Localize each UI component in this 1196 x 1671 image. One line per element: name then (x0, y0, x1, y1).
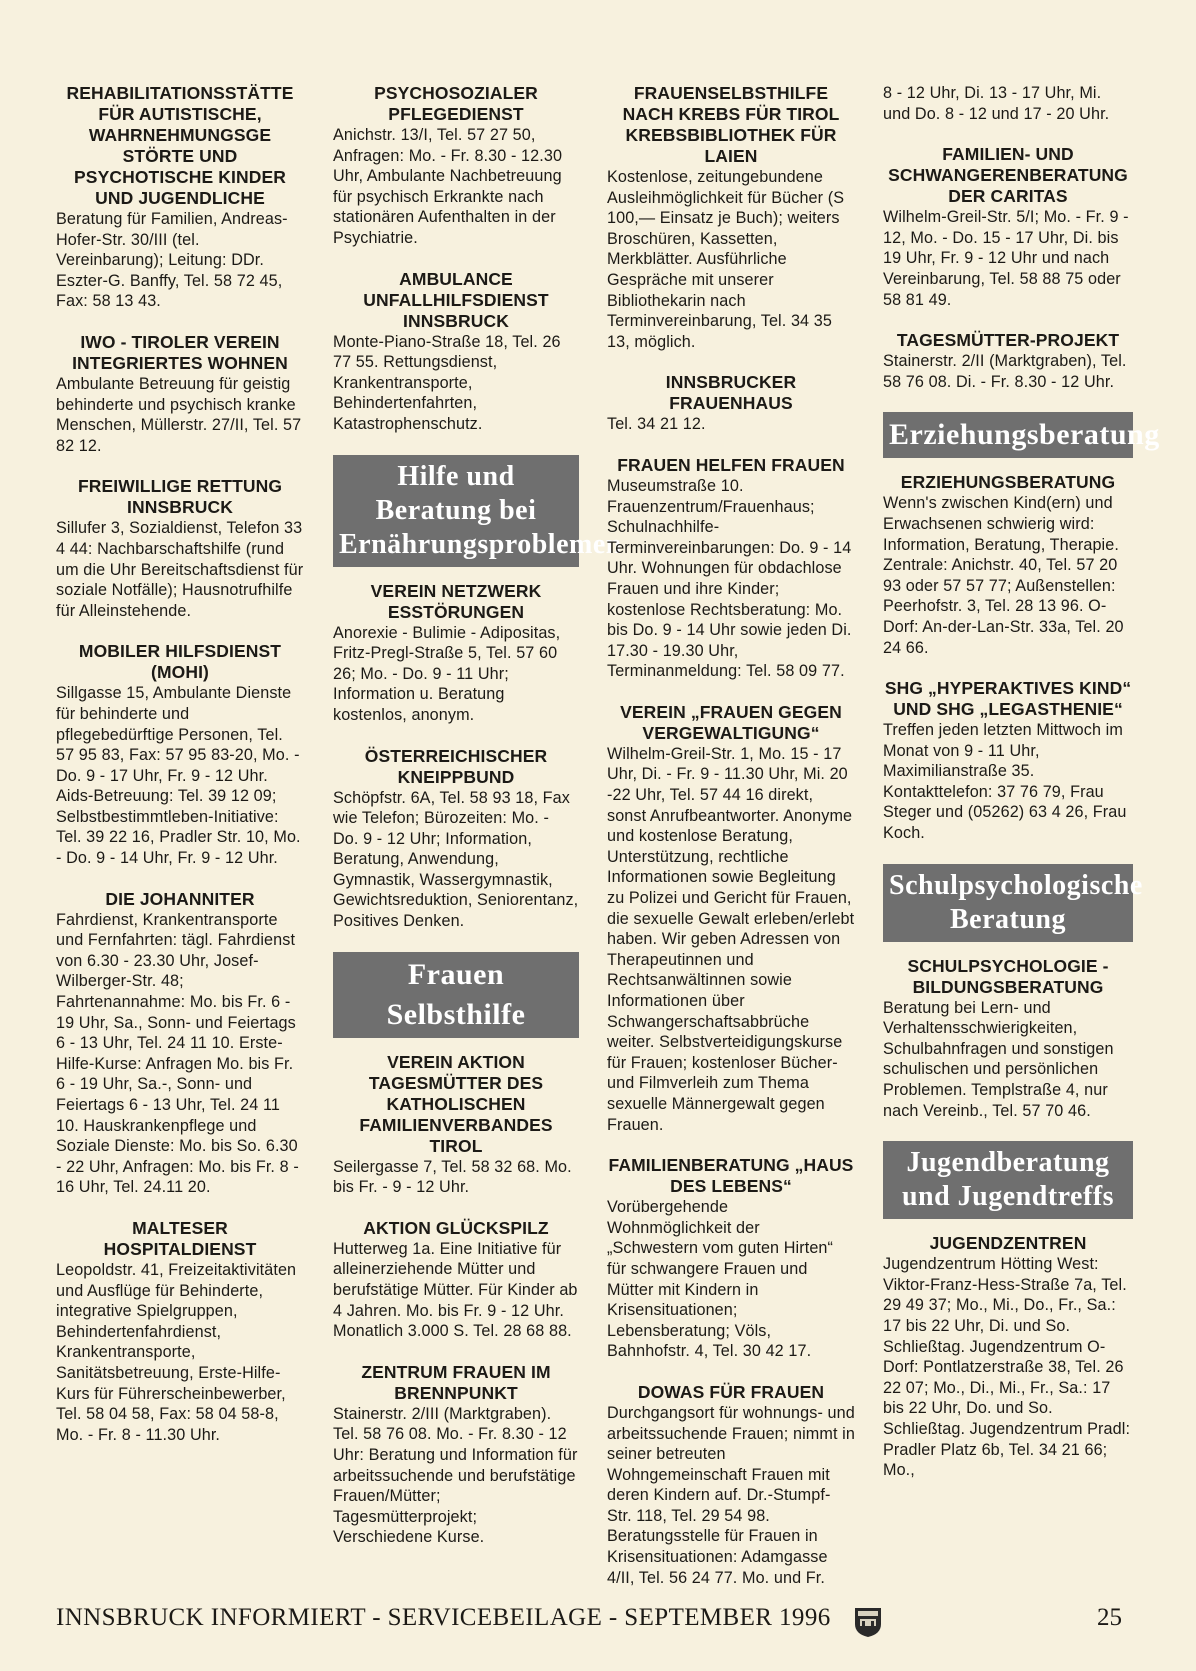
section-banner-frauen-selbsthilfe: Frauen Selbsthilfe (333, 952, 579, 1038)
entry-text: Stainerstr. 2/III (Marktgraben). Tel. 58 76 08. Mo. - Fr. 8.30 - 12 Uhr: Beratung und Information für arbeitssuchende und berufstätige Frauen/Mütter; Tagesmütterprojekt; Verschiedene Kurse. (333, 1404, 578, 1547)
entry-heading: FREIWILLIGE RETTUNG INNSBRUCK (77, 476, 283, 518)
entry-heading: SHG „HYPERAKTIVES KIND“ UND SHG „LEGASTHENIE“ (884, 678, 1132, 720)
entry-heading: FRAUENSELBSTHILFE NACH KREBS FÜR TIROL KREBSBIBLIOTHEK FÜR LAIEN (622, 83, 840, 166)
entry-dowas-fuer-frauen (607, 1382, 855, 1588)
entry-heading: TAGESMÜTTER-PROJEKT (896, 330, 1120, 351)
entry-rehabilitationsstaette (56, 83, 304, 312)
entry-text: Stainerstr. 2/II (Marktgraben), Tel. 58 76 08. Di. - Fr. 8.30 - 12 Uhr. (883, 352, 1127, 391)
entry-heading: DIE JOHANNITER (105, 888, 255, 909)
entry-heading: VEREIN NETZWERK ESSTÖRUNGEN (370, 580, 542, 622)
entry-text: Treffen jeden letzten Mittwoch im Monat von 9 - 11 Uhr, Maximilianstraße 35. Kontakttelefon: 37 76 79, Frau Steger und (05262) 63 4 26, Frau Koch. (883, 721, 1127, 843)
entry-heading: FAMILIEN- UND SCHWANGERENBERATUNG DER CARITAS (888, 144, 1128, 207)
entry-erziehungsberatung (883, 472, 1133, 658)
entry-heading: FAMILIENBERATUNG „HAUS DES LEBENS“ (608, 1155, 854, 1197)
entry-aktion-tagesmuetter (333, 1052, 579, 1198)
entry-text: Anorexie - Bulimie - Adipositas, Fritz-Pregl-Straße 5, Tel. 57 60 26; Mo. - Do. 9 - 11 Uhr; Information u. Beratung kostenlos, anonym. (333, 623, 561, 724)
entry-haus-des-lebens (607, 1155, 855, 1362)
entry-freiwillige-rettung (56, 476, 304, 621)
entry-ambulance-unfallhilfsdienst (333, 269, 579, 435)
entry-text: Anichstr. 13/I, Tel. 57 27 50, Anfragen: Mo. - Fr. 8.30 - 12.30 Uhr, Ambulante Nachbetreuung für psychisch Erkrankte nach stationären Aufenthalten in der Psychiatrie. (333, 126, 563, 247)
entry-text: Leopoldstr. 41, Freizeitaktivitäten und Ausflüge für Behinderte, integrative Spielgruppen, Behindertenfahrdienst, Krankentransporte, Sanitätsbetreuung, Erste-Hilfe-Kurs für Führerscheinbewerber, Tel. 58 04 58, Fax: 58 04 58-8, Mo. - Fr. 8 - 11.30 Uhr. (56, 1260, 297, 1444)
entry-frauenselbsthilfe-nach-krebs (607, 83, 855, 352)
entry-heading: AMBULANCE UNFALLHILFSDIENST INNSBRUCK (363, 268, 549, 331)
entry-text: Hutterweg 1a. Eine Initiative für alleinerziehende Mütter und berufstätige Mütter. Für Kinder ab 4 Jahren. Mo. bis Fr. 9 - 12 Uhr. Monatlich 3.000 S. Tel. 28 68 88. (333, 1239, 578, 1341)
city-coat-of-arms-icon (853, 1604, 883, 1638)
entry-heading: IWO - TIROLER VEREIN INTEGRIERTES WOHNEN (72, 331, 288, 373)
entry-heading: SCHULPSYCHOLOGIE - BILDUNGSBERATUNG (907, 955, 1109, 997)
entry-heading: PSYCHOSOZIALER PFLEGEDIENST (374, 83, 538, 124)
entry-text: Sillgasse 15, Ambulante Dienste für behinderte und pflegebedürftige Personen, Tel. 57 95 83, Fax: 57 95 83-20, Mo. - Do. 9 - 17 Uhr, Fr. 9 - 12 Uhr. Aids-Betreuung: Tel. 39 12 09; Selbstbestimmtleben-Initiative: Tel. 39 22 16, Pradler Str. 10, Mo. - Do. 9 - 14 Uhr, Fr. 9 - 12 Uhr. (56, 684, 301, 868)
entry-heading: VEREIN „FRAUEN GEGEN VERGEWALTIGUNG“ (620, 701, 842, 743)
entry-text: Sillufer 3, Sozialdienst, Telefon 33 4 44: Nachbarschaftshilfe (rund um die Uhr Bereitschaftsdienst für soziale Notfälle); Hausnotrufhilfe für Alleinstehende. (56, 519, 304, 620)
section-banner-jugendberatung: Jugendberatung und Jugendtreffs (883, 1141, 1133, 1219)
entry-caritas-familienberatung (883, 144, 1133, 310)
entry-heading: MALTESER HOSPITALDIENST (103, 1217, 257, 1259)
footer-publication-title: INNSBRUCK INFORMIERT - SERVICEBEILAGE - SEPTEMBER 1996 (56, 1604, 831, 1631)
entry-zentrum-frauen-im-brennpunkt (333, 1362, 579, 1548)
entry-frauen-helfen-frauen (607, 455, 855, 682)
entry-text: Beratung bei Lern- und Verhaltensschwierigkeiten, Schulbahnfragen und sonstigen schulischen und persönlichen Problemen. Templstraße 4, nur nach Vereinb., Tel. 57 70 46. (883, 998, 1114, 1120)
entry-text: Beratung für Familien, Andreas-Hofer-Str. 30/III (tel. Vereinbarung); Leitung: DDr. Eszter-G. Banffy, Tel. 58 72 45, Fax: 58 13 43. (56, 210, 288, 311)
entry-heading: FRAUEN HELFEN FRAUEN (617, 454, 845, 475)
entry-heading: JUGENDZENTREN (929, 1233, 1087, 1254)
section-banner-ernaehrung: Hilfe und Beratung bei Ernährungsproblemen (333, 455, 579, 567)
entry-mobiler-hilfsdienst (56, 641, 304, 868)
entry-text: Fahrdienst, Krankentransporte und Fernfahrten: tägl. Fahrdienst von 6.30 - 23.30 Uhr, Josef-Wilberger-Str. 48; Fahrtenannahme: Mo. bis Fr. 6 - 19 Uhr, Sa., Sonn- und Feiertags 6 - 13 Uhr, Tel. 24 11 10. Erste-Hilfe-Kurse: Anfragen Mo. bis Fr. 6 - 19 Uhr, Sa.-, Sonn- und Feiertags 6 - 13 Uhr, Tel. 24 11 10. Hauskrankenpflege und Soziale Dienste: Mo. bis So. 6.30 - 22 Uhr, Anfragen: Mo. bis Fr. 8 - 16 Uhr, Tel. 24.11 20. (56, 910, 299, 1197)
page-footer (56, 1604, 1136, 1644)
entry-text: Tel. 34 21 12. (607, 415, 706, 434)
section-banner-schulpsychologie: Schulpsychologische Beratung (883, 864, 1133, 942)
entry-text: Kostenlose, zeitungebundene Ausleihmöglichkeit für Bücher (S 100,— Einsatz je Buch); weiters Broschüren, Kassetten, Merkblätter. Ausführliche Gespräche mit unserer Bibliothekarin nach Terminvereinbarung, Tel. 34 35 13, möglich. (607, 168, 845, 351)
entry-schulpsychologie (883, 956, 1133, 1122)
entry-text: Wenn's zwischen Kind(ern) und Erwachsenen schwierig wird: Information, Beratung, Therapie. Zentrale: Anichstr. 40, Tel. 57 20 93 oder 57 57 77; Außenstellen: Peerhofstr. 3, Tel. 28 13 96. O-Dorf: An-der-Lan-Str. 33a, Tel. 20 24 66. (883, 494, 1124, 657)
entry-heading: VEREIN AKTION TAGESMÜTTER DES KATHOLISCHEN FAMILIENVERBANDES TIROL (359, 1051, 553, 1156)
entry-innsbrucker-frauenhaus (607, 372, 855, 435)
entry-netzwerk-essstoerungen (333, 581, 579, 726)
entry-text: Jugendzentrum Hötting West: Viktor-Franz-Hess-Straße 7a, Tel. 29 49 37; Mo., Mi., Do., Fr., Sa.: 17 bis 22 Uhr, Di. und So. Schließtag. Jugendzentrum O-Dorf: Pontlatzerstraße 38, Tel. 26 22 07; Mo., Di., Mi., Fr., Sa.: 17 bis 22 Uhr, Do. und So. Schließtag. Jugendzentrum Pradl: Pradler Platz 6b, Tel. 34 21 66; Mo., (883, 1255, 1131, 1480)
entry-text: Durchgangsort für wohnungs- und arbeitssuchende Frauen; nimmt in seiner betreuten Wohngemeinschaft Frauen mit deren Kindern auf. Dr.-Stumpf-Str. 118, Tel. 29 54 98. Beratungsstelle für Frauen in Krisensituationen: Adamgasse 4/II, Tel. 56 24 77. Mo. und Fr. (607, 1403, 855, 1587)
column-1 (56, 83, 304, 1465)
entry-dowas-continued (883, 83, 1133, 124)
entry-heading: AKTION GLÜCKSPILZ (363, 1217, 549, 1238)
entry-jugendzentren (883, 1233, 1133, 1481)
entry-text: Monte-Piano-Straße 18, Tel. 26 77 55. Rettungsdienst, Krankentransporte, Behindertenfahrten, Katastrophenschutz. (333, 332, 561, 433)
entry-text: 8 - 12 Uhr, Di. 13 - 17 Uhr, Mi. und Do. 8 - 12 und 17 - 20 Uhr. (883, 84, 1110, 123)
entry-heading: MOBILER HILFSDIENST (MOHI) (78, 641, 282, 683)
entry-text: Museumstraße 10. Frauenzentrum/Frauenhaus; Schulnachhilfe-Terminvereinbarungen: Do. 9 - 14 Uhr. Wohnungen für obdachlose Frauen und ihre Kinder; kostenlose Rechtsberatung: Mo. bis Do. 9 - 14 Uhr sowie jeden Di. 17.30 - 19.30 Uhr, Terminanmeldung: Tel. 58 09 77. (607, 476, 852, 681)
entry-kneippbund (333, 746, 579, 932)
entry-heading: INNSBRUCKER FRAUENHAUS (665, 372, 797, 414)
entry-tagesmuetter-projekt (883, 330, 1133, 392)
entry-text: Schöpfstr. 6A, Tel. 58 93 18, Fax wie Telefon; Bürozeiten: Mo. - Do. 9 - 12 Uhr; Information, Beratung, Anwendung, Gymnastik, Wassergymnastik, Gewichtsreduktion, Seniorentanz, Positives Denken. (333, 788, 579, 931)
entry-text: Ambulante Betreuung für geistig behinderte und psychisch kranke Menschen, Müllerstr. 27/II, Tel. 57 82 12. (56, 374, 302, 455)
section-banner-erziehungsberatung: Erziehungsberatung (883, 412, 1133, 458)
entry-heading: ERZIEHUNGSBERATUNG (900, 472, 1116, 493)
entry-text: Vorübergehende Wohnmöglichkeit der „Schwestern vom guten Hirten“ für schwangere Frauen und Mütter mit Kindern in Krisensituationen; Lebensberatung; Völs, Bahnhofstr. 4, Tel. 30 42 17. (607, 1198, 834, 1361)
entry-heading: ZENTRUM FRAUEN IM BRENNPUNKT (361, 1361, 551, 1403)
entry-text: Wilhelm-Greil-Str. 5/I; Mo. - Fr. 9 - 12, Mo. - Do. 15 - 17 Uhr, Di. bis 19 Uhr, Fr. 9 - 12 Uhr und nach Vereinbarung, Tel. 58 88 75 oder 58 81 49. (883, 208, 1129, 309)
column-4 (883, 83, 1160, 1501)
entry-text: Seilergasse 7, Tel. 58 32 68. Mo. bis Fr. - 9 - 12 Uhr. (333, 1157, 572, 1197)
page-number: 25 (1097, 1604, 1122, 1631)
column-2 (333, 83, 622, 1568)
entry-frauen-gegen-vergewaltigung (607, 702, 855, 1135)
entry-text: Wilhelm-Greil-Str. 1, Mo. 15 - 17 Uhr, Di. - Fr. 9 - 11.30 Uhr, Mi. 20 -22 Uhr, Tel. 57 44 16 direkt, sonst Anrufbeantworter. Anonyme und kostenlose Beratung, Unterstützung, rechtliche Informationen sowie Begleitung zu Polizei und Gericht für Frauen, die sexuelle Gewalt erleben/erlebt haben. Wir geben Adressen von Therapeutinnen und Rechtsanwältinnen sowie Informationen über Schwangerschaftsabbrüche weiter. Selbstverteidigungskurse für Frauen; kostenloser Bücher- und Filmverleih zum Thema sexuelle Männergewalt gegen Frauen. (607, 744, 855, 1134)
entry-heading: REHABILITATIONSSTÄTTE FÜR AUTISTISCHE, WAHRNEHMUNGSGE STÖRTE UND PSYCHOTISCHE KINDER UND JUGENDLICHE (66, 83, 294, 208)
entry-psychosozialer-pflegedienst (333, 83, 579, 249)
entry-aktion-glueckspilz (333, 1218, 579, 1342)
column-3 (607, 83, 855, 1608)
entry-iwo (56, 332, 304, 456)
entry-johanniter (56, 889, 304, 1198)
entry-malteser (56, 1218, 304, 1445)
entry-shg-hyperaktives-kind (883, 678, 1133, 844)
entry-heading: ÖSTERREICHISCHER KNEIPPBUND (364, 745, 548, 787)
entry-heading: DOWAS FÜR FRAUEN (637, 1381, 825, 1402)
